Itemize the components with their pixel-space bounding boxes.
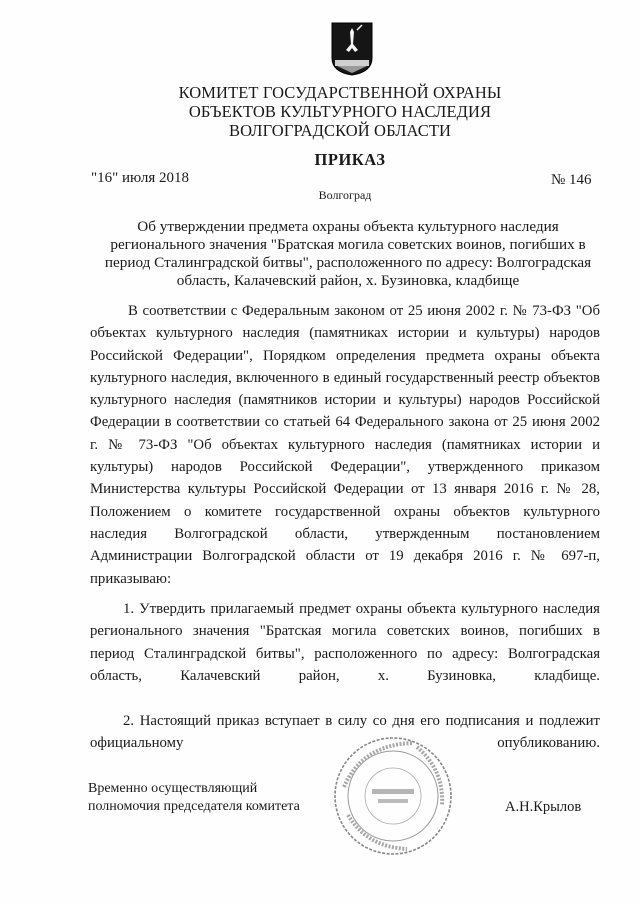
order-number: № 146 xyxy=(551,172,592,188)
signatory-name: А.Н.Крылов xyxy=(505,799,582,815)
order-subject: Об утверждении предмета охраны объекта культурного наследия регионального значения "Братская могила советских воинов, погибших в период Сталинградской битвы", расположенного по адресу: Волгоградская область, Калачевский район, х. Бузиновка, кладбище xyxy=(104,218,592,289)
preamble-text: В соответствии с Федеральным законом от 25 июня 2002 г. № 73-ФЗ "Об объектах культурного наследия (памятниках истории и культуры) народов Российской Федерации", Порядком определения предмета охраны объекта культурного наследия, включенного в единый государственный реестр объектов культурного наследия (памятников истории и культуры) народов Российской Федерации в соответствии со статьей 64 Федерального закона от 25 июня 2002 г. № 73-ФЗ "Об объектах культурного наследия (памятниках истории и культуры) народов Российской Федерации", утвержденного приказом Министерства культуры Российской Федерации от 13 января 2016 г. № 28, Положением о комитете государственной охраны объектов культурного наследия Волгоградской области, утвержденным постановлением Администрации Волгоградской области от 19 декабря 2016 г. № 697-п, приказываю: xyxy=(90,303,600,587)
org-line-2: ОБЪЕКТОВ КУЛЬТУРНОГО НАСЛЕДИЯ xyxy=(188,102,492,121)
item-1-paragraph xyxy=(90,598,600,687)
document-title: ПРИКАЗ xyxy=(314,150,386,169)
position-line-2: полномочия председателя комитета xyxy=(88,799,300,814)
official-round-stamp-icon xyxy=(332,735,454,857)
volgograd-coat-of-arms-icon xyxy=(331,22,373,76)
order-city: Волгоград xyxy=(318,188,372,202)
item-1-text: 1. Утвердить прилагаемый предмет охраны объекта культурного наследия регионального значения "Братская могила советских воинов, погибших в период Сталинградской битвы", расположенного по адресу: Волгоградская область, Калачевский район, х. Бузиновка, кладбище. xyxy=(90,601,600,684)
org-line-3: ВОЛГОГРАДСКОЙ ОБЛАСТИ xyxy=(228,121,452,140)
order-date: "16" июля 2018 xyxy=(91,170,189,186)
position-line-1: Временно осуществляющий xyxy=(88,781,258,796)
org-line-1: КОМИТЕТ ГОСУДАРСТВЕННОЙ ОХРАНЫ xyxy=(178,83,502,102)
signatory-position xyxy=(88,780,300,816)
item-2-text: 2. Настоящий приказ вступает в силу со дня его подписания и подлежит официальному опубликованию. xyxy=(90,713,600,752)
preamble-paragraph xyxy=(90,300,600,590)
organization-name xyxy=(0,83,640,140)
